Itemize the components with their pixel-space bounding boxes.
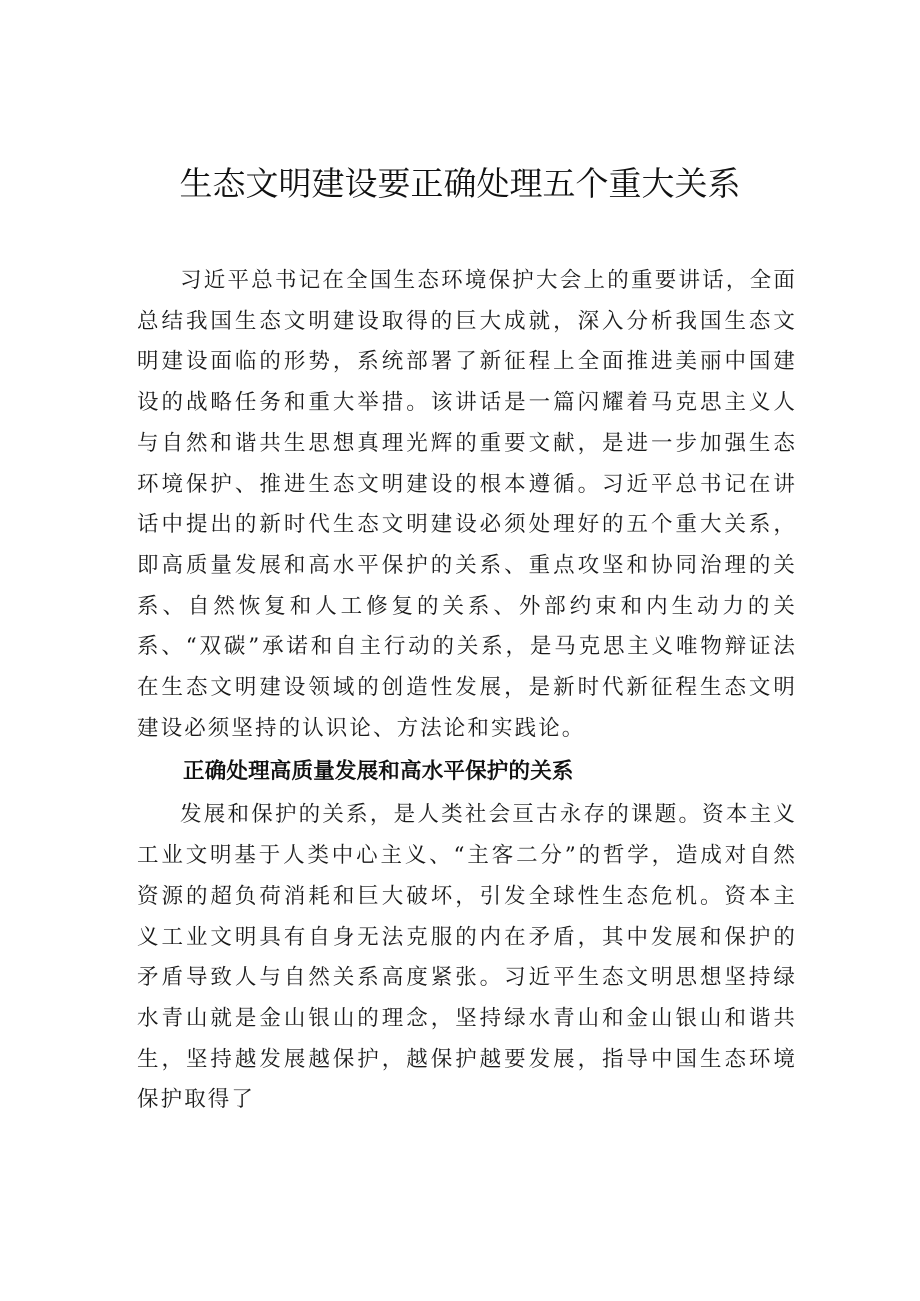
document-body — [137, 261, 797, 1121]
page-title: 生态文明建设要正确处理五个重大关系 — [179, 164, 741, 203]
section-heading: 正确处理高质量发展和高水平保护的关系 — [183, 759, 574, 785]
section-paragraph: 发展和保护的关系，是人类社会亘古永存的课题。资本主义工业文明基于人类中心主义、“主客二分”的哲学，造成对自然资源的超负荷消耗和巨大破坏，引发全球性生态危机。资本主义工业文明具有自身无法克服的内在矛盾，其中发展和保护的矛盾导致人与自然关系高度紧张。习近平生态文明思想坚持绿水青山就是金山银山的理念，坚持绿水青山和金山银山和谐共生，坚持越发展越保护，越保护越要发展，指导中国生态环境保护取得了 — [137, 802, 797, 1113]
intro-paragraph: 习近平总书记在全国生态环境保护大会上的重要讲话，全面总结我国生态文明建设取得的巨大成就，深入分析我国生态文明建设面临的形势，系统部署了新征程上全面推进美丽中国建设的战略任务和重大举措。该讲话是一篇闪耀着马克思主义人与自然和谐共生思想真理光辉的重要文献，是进一步加强生态环境保护、推进生态文明建设的根本遵循。习近平总书记在讲话中提出的新时代生态文明建设必须处理好的五个重大关系，即高质量发展和高水平保护的关系、重点攻坚和协同治理的关系、自然恢复和人工修复的关系、外部约束和内生动力的关系、“双碳”承诺和自主行动的关系，是马克思主义唯物辩证法在生态文明建设领域的创造性发展，是新时代新征程生态文明建设必须坚持的认识论、方法论和实践论。 — [137, 268, 797, 741]
